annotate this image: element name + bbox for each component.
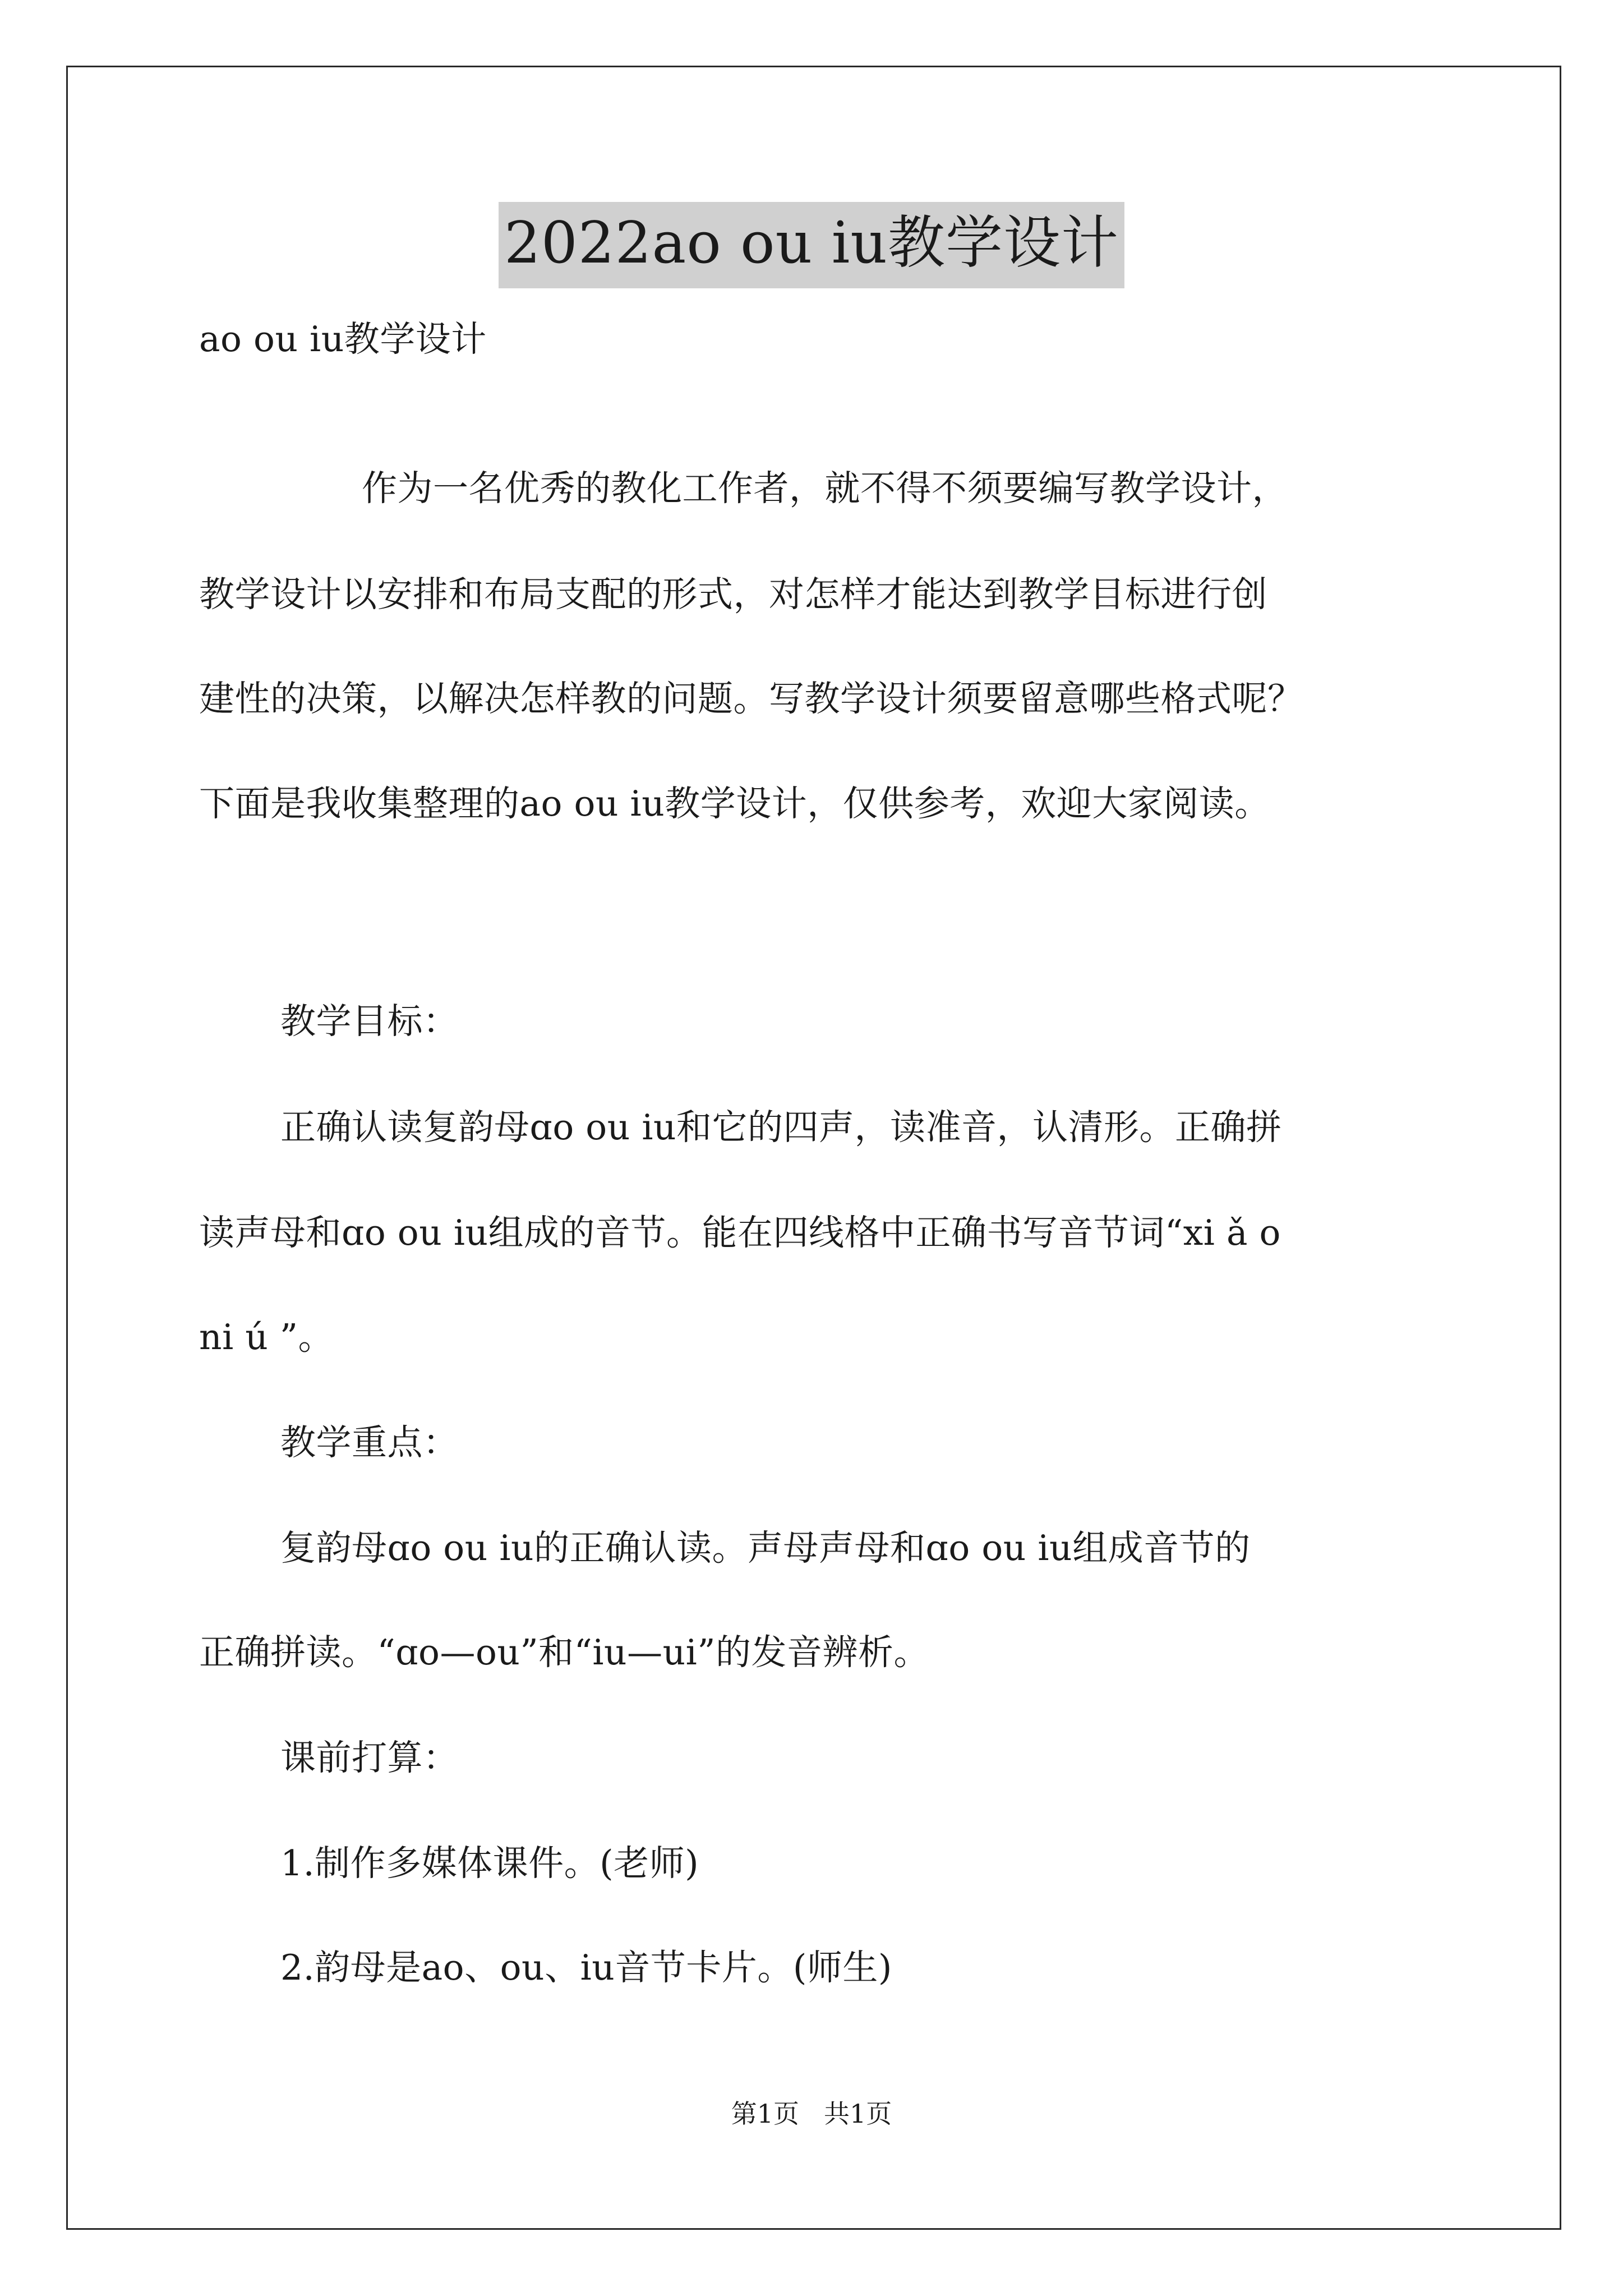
keypoints-line-2: 正确拼读。“ɑo—ou”和“iu—ui”的发音辨析。: [199, 1632, 930, 1673]
intro-line-1: 作为一名优秀的教化工作者，就不得不须要编写教学设计，: [362, 468, 1288, 509]
objectives-heading: 教学目标：: [280, 1001, 459, 1042]
objectives-line-1: 正确认读复韵母ɑo ou iu和它的四声，读准音，认清形。正确拼: [280, 1107, 1282, 1148]
intro-line-3: 建性的决策，以解决怎样教的问题。写教学设计须要留意哪些格式呢？: [199, 678, 1303, 719]
document-title: 2022ao ou iu教学设计: [499, 202, 1124, 288]
footer-gap: [799, 2099, 824, 2129]
intro-line-4: 下面是我收集整理的ao ou iu教学设计，仅供参考，欢迎大家阅读。: [199, 783, 1270, 824]
objectives-line-3: ni ú ”。: [199, 1317, 334, 1358]
preparation-heading: 课前打算：: [280, 1737, 459, 1778]
document-subtitle: ao ou iu教学设计: [199, 319, 487, 360]
intro-line-2: 教学设计以安排和布局支配的形式，对怎样才能达到教学目标进行创: [199, 574, 1267, 615]
page-footer: [0, 2097, 1623, 2131]
page-total: 共1页: [823, 2099, 892, 2129]
preparation-item-1: 1.制作多媒体课件。(老师): [280, 1843, 699, 1884]
page-number: 第1页: [731, 2099, 800, 2129]
preparation-item-2: 2.韵母是ao、ou、iu音节卡片。(师生): [280, 1947, 892, 1988]
keypoints-line-1: 复韵母ɑo ou iu的正确认读。声母声母和ɑo ou iu组成音节的: [280, 1527, 1251, 1568]
keypoints-heading: 教学重点：: [280, 1422, 459, 1463]
objectives-line-2: 读声母和ɑo ou iu组成的音节。能在四线格中正确书写音节词“xi ǎ o: [199, 1212, 1281, 1253]
title-container: [0, 202, 1623, 288]
